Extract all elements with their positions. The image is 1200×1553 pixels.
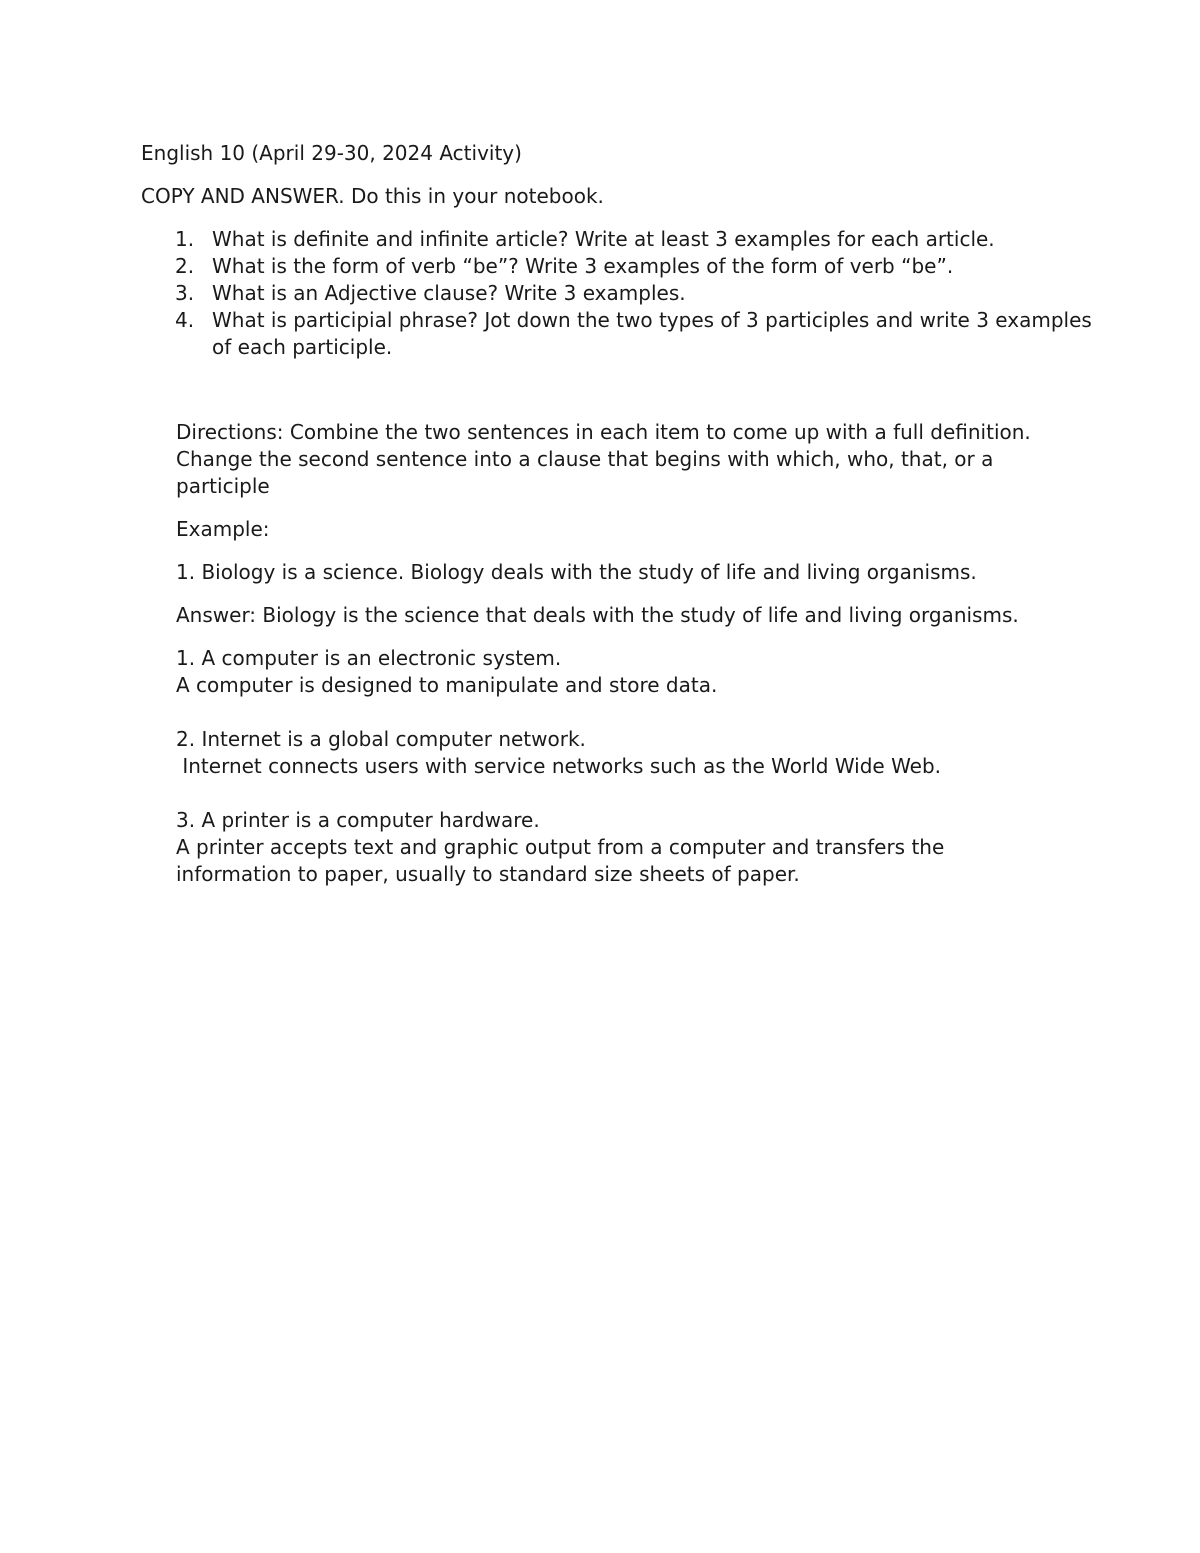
exercise-item-2 <box>176 726 1036 780</box>
instruction-text: COPY AND ANSWER. Do this in your notebook. <box>141 184 604 208</box>
question-item <box>141 226 1101 253</box>
spacer <box>176 699 1036 726</box>
question-list <box>141 226 1101 361</box>
question-text: What is definite and infinite article? Write at least 3 examples for each article. <box>212 227 995 251</box>
question-text: What is the form of verb “be”? Write 3 examples of the form of verb “be”. <box>212 254 954 278</box>
directions-section <box>176 419 1036 888</box>
exercise-item-1 <box>176 645 1036 699</box>
spacer <box>176 780 1036 807</box>
exercise-sentence-1: 2. Internet is a global computer network. <box>176 727 586 751</box>
example-item: 1. Biology is a science. Biology deals with the study of life and living organisms. <box>176 560 977 584</box>
document-title: English 10 (April 29-30, 2024 Activity) <box>141 141 522 165</box>
exercise-sentence-2: Internet connects users with service networks such as the World Wide Web. <box>176 754 942 778</box>
example-answer: Answer: Biology is the science that deals with the study of life and living organisms. <box>176 603 1019 627</box>
question-number: 2. <box>175 254 195 278</box>
exercise-sentence-1: 3. A printer is a computer hardware. <box>176 808 540 832</box>
directions-text: Directions: Combine the two sentences in each item to come up with a full definition. Change the second sentence into a clause that begins with which, who, that, or a participle <box>176 420 1031 498</box>
question-item <box>141 307 1101 361</box>
example-label: Example: <box>176 517 270 541</box>
question-number: 3. <box>175 281 195 305</box>
header-section <box>141 140 1101 361</box>
question-number: 4. <box>175 308 195 332</box>
exercise-sentence-2: A printer accepts text and graphic output from a computer and transfers the information to paper, usually to standard size sheets of paper. <box>176 835 951 886</box>
question-item <box>141 280 1101 307</box>
question-text: What is participial phrase? Jot down the two types of 3 participles and write 3 examples of each participle. <box>212 308 1092 359</box>
question-number: 1. <box>175 227 195 251</box>
question-item <box>141 253 1101 280</box>
exercise-sentence-2: A computer is designed to manipulate and store data. <box>176 673 718 697</box>
question-text: What is an Adjective clause? Write 3 examples. <box>212 281 686 305</box>
exercise-sentence-1: 1. A computer is an electronic system. <box>176 646 562 670</box>
exercise-item-3 <box>176 807 1036 888</box>
